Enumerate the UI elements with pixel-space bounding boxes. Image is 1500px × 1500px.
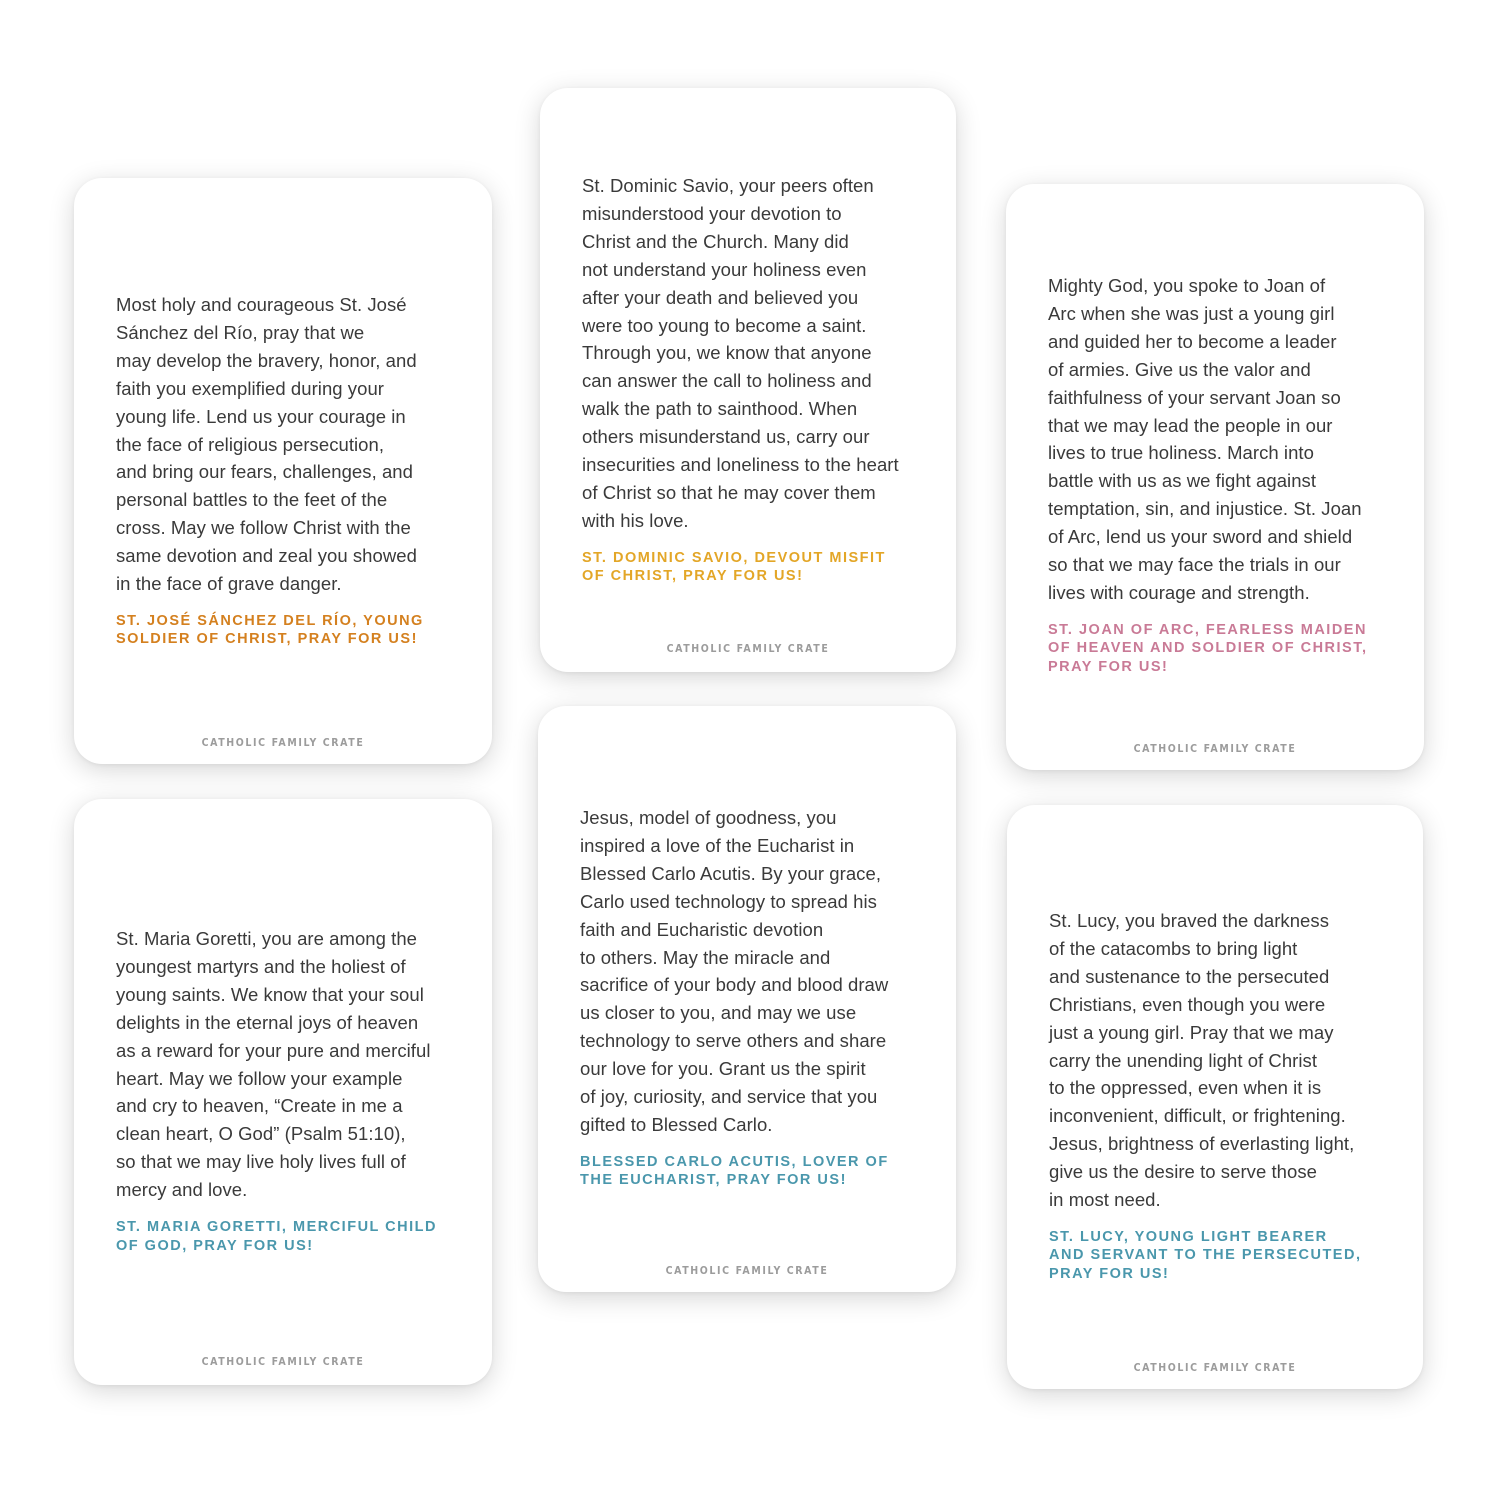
brand-label: CATHOLIC FAMILY CRATE: [666, 643, 830, 655]
prayer-text: St. Lucy, you braved the darkness of the catacombs to bring light and sustenance to the persecuted Christians, even though you were just a young girl. Pray that we may carry the unending light of Christ to the oppressed, even when it is inconvenient, difficult, or frightening. Jesus, brightness of everlasting light, give us the desire to serve those in most need.: [1049, 910, 1355, 1211]
prayer-card-jose-sanchez-del-rio: [74, 178, 492, 764]
prayer-card-carlo-acutis: [538, 706, 956, 1292]
brand-label: CATHOLIC FAMILY CRATE: [665, 1265, 829, 1277]
brand-label: CATHOLIC FAMILY CRATE: [201, 1356, 365, 1368]
brand-label: CATHOLIC FAMILY CRATE: [1133, 743, 1297, 755]
brand-label: CATHOLIC FAMILY CRATE: [1133, 1362, 1297, 1374]
prayer-text: Mighty God, you spoke to Joan of Arc when she was just a young girl and guided her to become a leader of armies. Give us the valor and faithfulness of your servant Joan so that we may lead the people in our lives to true holiness. March into battle with us as we fight against temptation, sin, and injustice. St. Joan of Arc, lend us your sword and shield so that we may face the trials in our lives with courage and strength.: [1048, 275, 1362, 603]
saint-invocation: ST. DOMINIC SAVIO, DEVOUT MISFIT OF CHRIST, PRAY FOR US!: [582, 549, 886, 585]
prayer-card-maria-goretti: [74, 799, 492, 1385]
prayer-text: Jesus, model of goodness, you inspired a love of the Eucharist in Blessed Carlo Acutis. By your grace, Carlo used technology to spread his faith and Eucharistic devotion to others. May the miracle and sacrifice of your body and blood draw us closer to you, and may we use technology to serve others and share our love for you. Grant us the spirit of joy, curiosity, and service that you gifted to Blessed Carlo.: [580, 807, 889, 1135]
prayer-card-dominic-savio: [540, 88, 956, 672]
saint-invocation: ST. JOAN OF ARC, FEARLESS MAIDEN OF HEAVEN AND SOLDIER OF CHRIST, PRAY FOR US!: [1048, 621, 1368, 675]
brand-label: CATHOLIC FAMILY CRATE: [201, 737, 365, 749]
saint-invocation: BLESSED CARLO ACUTIS, LOVER OF THE EUCHARIST, PRAY FOR US!: [580, 1153, 889, 1189]
prayer-card-lucy: [1007, 805, 1423, 1389]
saint-invocation: ST. MARIA GORETTI, MERCIFUL CHILD OF GOD, PRAY FOR US!: [116, 1219, 437, 1254]
prayer-card-joan-of-arc: [1006, 184, 1424, 770]
prayer-text: Most holy and courageous St. José Sánchez del Río, pray that we may develop the bravery, honor, and faith you exemplified during your young life. Lend us your courage in the face of religious persecution, and bring our fears, challenges, and personal battles to the feet of the cross. May we follow Christ with the same devotion and zeal you showed in the face of grave danger.: [116, 294, 417, 595]
saint-invocation: ST. JOSÉ SÁNCHEZ DEL RÍO, YOUNG SOLDIER OF CHRIST, PRAY FOR US!: [116, 612, 424, 648]
saint-invocation: ST. LUCY, YOUNG LIGHT BEARER AND SERVANT TO THE PERSECUTED, PRAY FOR US!: [1049, 1228, 1362, 1282]
prayer-text: St. Dominic Savio, your peers often misunderstood your devotion to Christ and the Church. Many did not understand your holiness even after your death and believed you were too young to become a saint. Through you, we know that anyone can answer the call to holiness and walk the path to sainthood. When others misunderstand us, carry our insecurities and loneliness to the heart of Christ so that he may cover them with his love.: [582, 175, 899, 531]
prayer-text: St. Maria Goretti, you are among the youngest martyrs and the holiest of young saints. We know that your soul delights in the eternal joys of heaven as a reward for your pure and merciful heart. May we follow your example and cry to heaven, “Create in me a clean heart, O God” (Psalm 51:10), so that we may live holy lives full of mercy and love.: [116, 928, 431, 1201]
